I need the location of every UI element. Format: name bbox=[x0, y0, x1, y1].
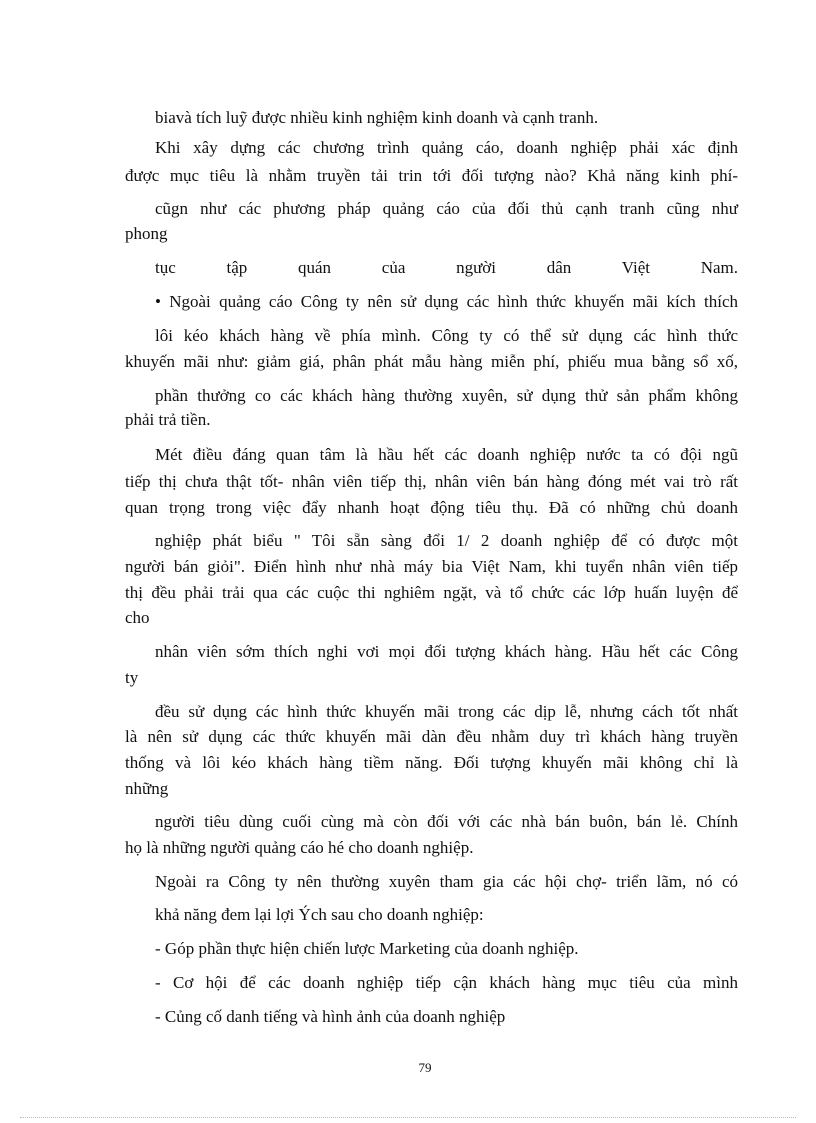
page-number: 79 bbox=[418, 1060, 432, 1075]
text-line: đều sử dụng các hình thức khuyến mãi trong các dịp lễ, nhưng cách tốt nhất bbox=[155, 702, 738, 721]
text-line: phần thưởng co các khách hàng thường xuyên, sử dụng thử sản phẩm không bbox=[155, 386, 738, 405]
text-line: quan trọng trong việc đẩy nhanh hoạt động tiêu thụ. Đã có những chủ doanh bbox=[125, 498, 738, 517]
text-line: nhân viên sớm thích nghi vơi mọi đối tượng khách hàng. Hầu hết các Công bbox=[155, 642, 738, 661]
text-line: biavà tích luỹ được nhiều kinh nghiệm kinh doanh và cạnh tranh. bbox=[155, 108, 599, 127]
text-line: được mục tiêu là nhằm truyền tải trin tới đối tượng nào? Khả năng kinh phí- bbox=[125, 166, 738, 185]
text-line: ty bbox=[125, 668, 139, 687]
list-item: - Góp phần thực hiện chiến lược Marketing của doanh nghiệp. bbox=[155, 939, 579, 958]
text-line: họ là những người quảng cáo hé cho doanh nghiệp. bbox=[125, 838, 474, 857]
text-line: phong bbox=[125, 224, 168, 243]
text-line: thị đều phải trải qua các cuộc thi nghiêm ngặt, và tổ chức các lớp huấn luyện để bbox=[125, 583, 738, 602]
text-line: người tiêu dùng cuối cùng mà còn đối với các nhà bán buôn, bán lẻ. Chính bbox=[155, 812, 738, 831]
text-line: người bán giỏi". Điển hình như nhà máy bia Việt Nam, khi tuyển nhân viên tiếp bbox=[125, 557, 738, 576]
text-line: tục tập quán của người dân Việt Nam. bbox=[155, 258, 738, 277]
text-line: phải trả tiền. bbox=[125, 410, 211, 429]
list-item: - Củng cố danh tiếng và hình ảnh của doanh nghiệp bbox=[155, 1007, 506, 1026]
text-line: Khi xây dựng các chương trình quảng cáo, doanh nghiệp phải xác định bbox=[155, 138, 738, 157]
text-line: là nên sử dụng các thức khuyến mãi dàn đều nhằm duy trì khách hàng truyền bbox=[125, 727, 738, 746]
list-item: - Cơ hội để các doanh nghiệp tiếp cận khách hàng mục tiêu của mình bbox=[155, 973, 738, 992]
text-line: khả năng đem lại lợi Ých sau cho doanh nghiệp: bbox=[155, 905, 484, 924]
text-line: thống và lôi kéo khách hàng tiềm năng. Đối tượng khuyến mãi không chỉ là bbox=[125, 753, 738, 772]
text-line: Mét điều đáng quan tâm là hầu hết các doanh nghiệp nước ta có đội ngũ bbox=[155, 445, 738, 464]
text-line: lôi kéo khách hàng về phía mình. Công ty có thể sử dụng các hình thức bbox=[155, 326, 738, 345]
text-line: khuyến mãi như: giảm giá, phân phát mẫu hàng miễn phí, phiếu mua bằng sổ xố, bbox=[125, 352, 738, 371]
text-line: những bbox=[125, 779, 169, 798]
text-line: tiếp thị chưa thật tốt- nhân viên tiếp thị, nhân viên bán hàng đóng mét vai trò rất bbox=[125, 472, 738, 491]
text-line: nghiệp phát biểu " Tôi sẵn sàng đổi 1/ 2 doanh nghiệp để có được một bbox=[155, 531, 738, 550]
text-line: cho bbox=[125, 608, 150, 627]
text-line: Ngoài ra Công ty nên thường xuyên tham gia các hội chợ- triển lãm, nó có bbox=[155, 872, 738, 891]
text-line: cũgn như các phương pháp quảng cáo của đối thủ cạnh tranh cũng như bbox=[155, 199, 738, 218]
text-line: • Ngoài quảng cáo Công ty nên sử dụng các hình thức khuyến mãi kích thích bbox=[155, 292, 738, 311]
page-border bbox=[20, 1117, 796, 1118]
